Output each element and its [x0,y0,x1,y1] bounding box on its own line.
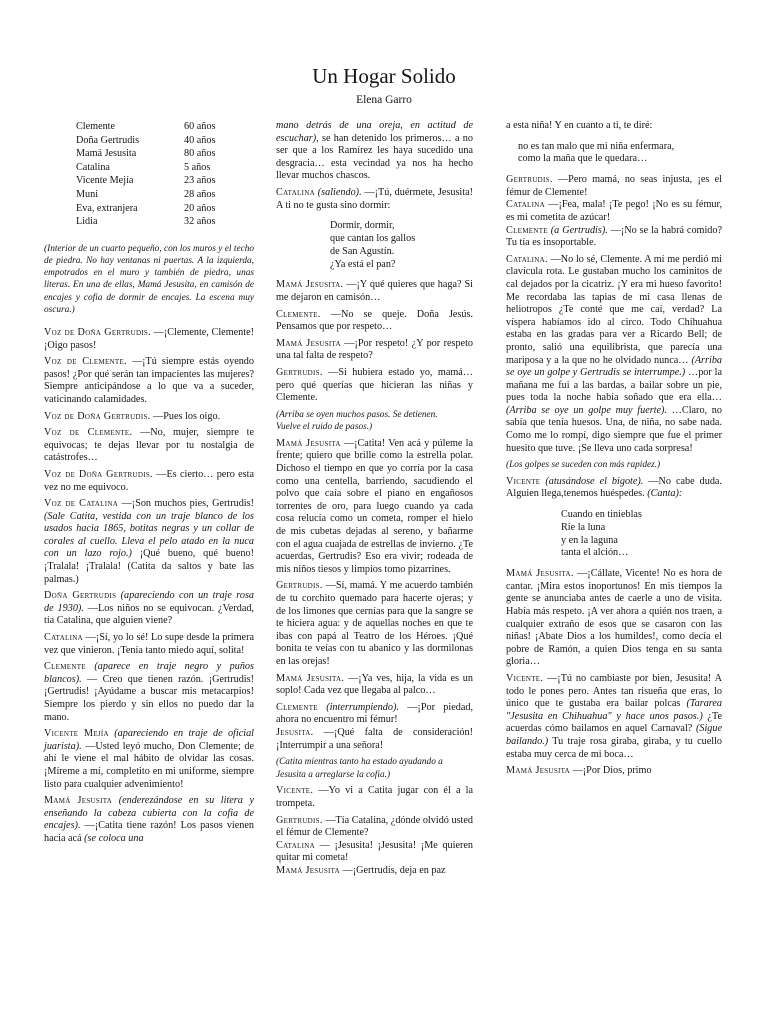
dialogue-line [44,356,254,406]
dialogue-line [276,673,473,698]
dialogue-line [276,367,473,405]
dialogue-text: —No lo sé, Clemente. A mí me perdió mi clavícula rota. Le gustaban mucho los caminitos de cal dejados por la cicatriz. ¡Y era mi hueso favorito! Me recordaba las tapias de mi casa llenas de heliotropos ¿Te conté que me caí, verdad? La víspera habíamos ido al circo. Todo Chihuahua estaba en las gradas para ver a Ricardo Bell; de pronto, salió una equilibrista, que parecía una mariposa y a la que no he olvidado nunca… [506,253,722,366]
dialogue-line [276,279,473,304]
verse-line: de San Agustín. [330,245,395,257]
cast-name: Clemente [76,121,116,132]
dialogue-text: —¡Qué falta de consideración! ¡Interrumpir a una señora! [276,726,473,751]
cast-age: 28 años [184,188,216,200]
inline-stage-direction: (Arriba se oye un golpe muy fuerte). [506,404,667,416]
dialogue-line [506,673,722,761]
dialogue-line [44,427,254,465]
inline-stage-direction: (a Gertrudis). [547,224,608,236]
inline-stage-direction: (Arriba se oye un golpe y Gertrudis se interrumpe.) [506,354,722,379]
cast-name: Doña Gertrudis [76,134,140,146]
verse-block [518,141,722,167]
dialogue-text: —Yo vi a Catita jugar con él a la trompeta. [276,785,473,809]
dialogue-line [44,411,254,424]
dialogue-text: —¡Por respeto! ¿Y por respeto una tal falta de respeto? [276,337,473,362]
column-left [44,120,254,850]
dialogue-text: —¡No se la habrá comido? Tu tía es insoportable. [506,224,723,249]
speaker-name: Gertrudis. [276,366,323,378]
speaker-name: Vicente. [506,672,544,684]
cast-age: 5 años [184,161,211,173]
cast-name: Lidia [76,216,98,228]
speaker-name: Vicente. [276,785,314,797]
inline-stage-direction: (enderezándose en su litera y enseñando la cabeza cubierta con la cofia de encajes). [44,795,254,832]
dialogue-text: se han detenido los primeros… a no ser que a los Ramírez les haya sucedido una desgracia… esta vecindad ya nos ha hecho llevar muchos chascos. [276,132,473,182]
dialogue-line [276,580,473,668]
dialogue-text: …Claro, no sabía que tenía huesos. Una, de niña, no sabe nada. Como me lo rompí, digo siempre que fue el primer huesito que tuve. ¡Se lleva uno cada sorpresa! [506,404,722,454]
dialogue-text: —¡Cállate, Vicente! No es hora de cantar. ¡Mira estos inoportunos! En mis tiempos la gente se anunciaba antes de caerle a uno de visita. Había más respeto. ¡A ver ahora a quién nos traen, a cualquier extraño de esos que se casaron con las niñas! ¡Abate Dios a los humildes!, como decía el pobre de Ramón, a quien Dios tenga en su santa gloria… [506,568,722,668]
dialogue-line [44,728,254,791]
verse-line: tanta el alción… [561,547,629,559]
dialogue-line: a esta niña! Y en cuanto a ti, te diré: [506,120,653,131]
dialogue-line [276,309,473,334]
cast-name: Catalina [76,161,110,173]
speaker-name: Mamá Jesusita [44,795,113,807]
speaker-name: Mamá Jesusita [276,864,341,876]
dialogue-text: —¡Tú, duérmete, Jesusita! A ti no te gusta sino dormir: [276,186,473,211]
speaker-name: Gertrudis. [276,814,323,826]
dialogue-text: —¡Catita! Ven acá y púleme la frente; quiero que brille como la estrella polar. Dichoso el tiempo en que yo corría por la casa como una centella, barriendo, sacudiendo el polvo que caía sobre el piano en engañosos torrentes de oro, para luego cuando ya cada cosa relucía como un cometa, romper el hielo de mis cubetas dejadas al sereno, y bañarme con el agua cuajada de estrellas de invierno. ¿Te acuerdas, Gertrudis? Eso era vivir; rodeada de mis niños tiesos y limpios tomo pizarrines. [276,437,473,575]
dialogue-text: — Creo que tienen razón. ¡Gertrudis! ¡Gertrudis! ¡Ayúdame a buscar mis metacarpios! Siempre los pierdo y sin ellos no puedo dar la mano. [44,673,254,723]
dialogue-text: —¡Catita tiene razón! Los pasos vienen hacia acá [44,820,254,844]
cast-age: 60 años [184,121,216,132]
dialogue-text: —No se queje. Doña Jesús. Pensamos que por respeto… [276,308,473,333]
speaker-name: Voz de Clemente. [44,427,133,439]
inline-stage-direction: (saliendo). [314,186,362,198]
dialogue-line [276,120,473,183]
verse-line: Ríe la luna [561,521,606,533]
speaker-name: Catalina [506,199,545,211]
speaker-name: Mamá Jesusita [506,765,571,777]
cast-list [76,120,254,229]
dialogue-line [276,702,473,752]
dialogue-line [276,785,473,810]
inline-stage-direction: (se coloca una [84,832,144,844]
dialogue-text: —Los niños no se equivocan. ¿Verdad, tía Catalina, que alguien viene? [44,602,254,627]
speaker-name: Mamá Jesusita. [276,672,345,684]
dialogue-text: —Sí, mamá. Y me acuerdo también de tu corchito quemado para hacerte ojeras; y de los limones que cernías para que la sangre se te hiciera agua: y de aquellas noches en que te ibas con papá al Teatro de los Héroes. ¡Qué bonita te veías con tu abanico y las dormilonas en las orejas! [276,580,473,667]
dialogue-text: —¡Ya ves, hija, la vida es un soplo! Cada vez que llegaba al palco… [276,672,473,697]
speaker-name: Catalina [276,186,315,198]
author-name: Elena Garro [356,94,412,106]
dialogue-text: —No, mujer, siempre te equivocas; te dejas llevar por tu nostalgia de catástrofes… [44,427,255,464]
dialogue-text: —Pues los oigo. [150,410,221,422]
speaker-name: Mamá Jesusita [276,337,341,349]
dialogue-line [506,476,722,501]
stage-text: (Catita mientras tanto ha estado ayudando a [276,757,443,768]
dialogue-text: —¡Por Dios, primo [570,765,652,777]
speaker-name: Clemente [506,224,548,236]
dialogue-text: —Tía Catalina, ¿dónde olvidó usted el fémur de Clemente? [276,814,473,839]
dialogue-line [276,438,473,577]
inline-stage-direction: (Sigue bailando.) [506,723,722,747]
stage-text: (Arriba se oyen muchos pasos. Se detienen. [276,409,438,420]
column-right [506,120,722,782]
cast-name: Vicente Mejía [76,175,134,187]
stage-text: Jesusita a arreglarse la cofia.) [276,769,391,780]
column-middle [276,120,473,881]
speaker-name: Vicente Mejía [44,728,109,740]
verse-line: como la maña que le quedara… [518,153,648,165]
inline-stage-direction: (apareciendo en traje de oficial juarista). [44,728,254,752]
verse-block [561,509,722,560]
stage-text: Vuelve el ruido de pasos.) [276,422,373,433]
stage-direction: (Los golpes se suceden con más rapidez.) [506,460,661,471]
dialogue-line [44,632,254,657]
verse-line: Cuando en tinieblas [561,509,642,521]
dialogue-line [44,661,254,724]
dialogue-text: —No cabe duda. Alguien llega,tenemos huéspedes. [506,475,722,500]
dialogue-text: —¡Clemente, Clemente! ¡Oigo pasos! [44,326,254,351]
speaker-name: Gertrudis. [276,580,323,592]
dialogue-text: —¡Son muchos pies, Gertrudis! [118,498,254,510]
speaker-name: Clemente [276,701,318,713]
cast-age: 40 años [184,134,216,146]
speaker-name: Voz de Clemente. [44,356,127,368]
inline-stage-direction: (atusándose el bigote). [540,475,644,487]
speaker-name: Voz de Catalina [44,498,119,510]
dialogue-text: ¡Qué bueno, qué bueno! ¡Tralala! ¡Tralala! (Catita da saltos y bate las palmas.) [44,548,254,585]
dialogue-text: —¡Tú siempre estás oyendo pasos! ¿Por qué serán tan impacientes las mujeres? Siempre anticipándose a lo que va a suceder, vaticinando calamidades. [44,356,254,405]
cast-name: Mamá Jesusita [76,148,137,160]
dialogue-text: —Usted leyó mucho, Don Clemente; de ahí le viene el mal hábito de olvidar las cosas. ¡Míreme a mí, completito en mi uniforme, siempre listo para cualquier advenimiento! [44,740,254,790]
inline-stage-direction: (aparece en traje negro y puños blancos). [44,661,254,685]
inline-stage-direction: mano detrás de una oreja, en actitud de escuchar), [276,120,473,144]
dialogue-text: —¡Fea, mala! ¡Te pego! ¡No es su fémur, es mi cometita de azúcar! [506,199,722,223]
dialogue-text: Tu traje rosa giraba, giraba, y tu cuello estaba muy cerca de mi boca… [506,735,722,760]
verse-line: ¿Ya está el pan? [330,258,396,270]
speaker-name: Jesusita. [276,726,314,738]
verse-block [330,220,473,271]
stage-direction [276,756,473,781]
cast-name: Muni [76,188,99,200]
dialogue-line [506,568,722,669]
dialogue-line [44,498,254,586]
speaker-name: Mamá Jesusita. [506,568,574,580]
dialogue-line [506,254,722,456]
speaker-name: Clemente. [276,308,321,320]
dialogue-text: — ¡Jesusita! ¡Jesusita! ¡Me quieren quitar mi cometa! [276,839,473,864]
verse-line: que cantan los gallos [330,232,416,244]
dialogue-text: —Pero mamá, no seas injusta, ¡es el fémur de Clemente! [506,174,722,198]
dialogue-line [506,174,722,250]
dialogue-line [44,327,254,352]
inline-stage-direction: (apareciendo con un traje rosa de 1930). [44,590,255,614]
dialogue-line [44,795,254,845]
inline-stage-direction: (interrumpiendo). [317,701,399,713]
speaker-name: Voz de Doña Gertrudis. [44,468,153,480]
cast-age: 80 años [184,148,216,160]
dialogue-text: —¡Tú no cambiaste por bien, Jesusita! A todo le pones pero. Antes tan risueña que eras, lo único que te gustaba era bailar polcas [506,672,722,710]
speaker-name: Voz de Doña Gertrudis. [44,326,151,338]
inline-stage-direction: (Canta): [647,488,683,500]
cast-age: 23 años [184,175,216,187]
verse-line: Dormir, dormir, [330,220,395,232]
speaker-name: Catalina [44,632,83,644]
stage-direction: (Interior de un cuarto pequeño, con los muros y el techo de piedra. No hay ventanas ni puertas. A la izquierda, empotrados en el muro y también de piedra, unas literas. En una de ellas, Mamá Jesusita, en camisón de encajes y cofia de dormir de encajes. La escena muy oscura.) [44,243,254,315]
dialogue-text: —¡Por piedad, ahora no encuentro mi fémur! [276,701,473,726]
speaker-name: Mamá Jesusita. [276,279,344,291]
dialogue-text: …por la mañana me fui a las bardas, a bailar sobre un pie, pues toda la noche había soñado que era ella… [506,367,722,404]
inline-stage-direction: (Sale Catita, vestida con un traje blanco de los usados hacia 1865, botitas negras y un collar de corales al cuello. Lleva el pelo atado en la nuca con un lazo rojo.) [44,510,254,560]
dialogue-line [276,815,473,878]
speaker-name: Catalina [276,839,315,851]
speaker-name: Catalina. [506,253,548,265]
dialogue-line [506,765,722,778]
speaker-name: Doña Gertrudis [44,590,117,602]
speaker-name: Clemente [44,661,86,673]
dialogue-text: —¡Sí, yo lo sé! Lo supe desde la primera vez que vinieron. ¡Tenía tanto miedo aquí, solita! [44,632,254,656]
dialogue-text: —¡Gertrudis, deja en paz [340,864,446,876]
page-title: Un Hogar Solido [312,64,456,88]
dialogue-line [44,469,254,494]
cast-name: Eva, extranjera [76,202,138,214]
speaker-name: Mamá Jesusita [276,437,341,449]
speaker-name: Voz de Doña Gertrudis. [44,410,151,422]
dialogue-line [276,338,473,363]
cast-age: 32 años [184,216,216,228]
stage-direction [276,409,473,434]
speaker-name: Vicente [506,475,541,487]
verse-line: no es tan malo que mi niña enfermara, [518,140,675,152]
dialogue-line [44,590,254,628]
dialogue-text: —¡Y qué quieres que haga? Si me dejaron en camisón… [276,279,473,303]
verse-line: y en la laguna [561,534,618,546]
dialogue-text: ¿Te acuerdas cómo bailamos en aquel Carnaval? [506,710,722,735]
dialogue-text: —Es cierto… pero esta vez no me equivoco. [44,468,254,493]
dialogue-text: —Si hubiera estado yo, mamá… pero qué querías que hicieran las niñas y Clemente. [276,366,473,404]
speaker-name: Gertrudis. [506,174,553,186]
inline-stage-direction: (Tararea "Jesusita en Chihuahua" y hace unos pasos.) [506,698,722,722]
dialogue-line [276,187,473,212]
cast-age: 20 años [184,202,216,214]
